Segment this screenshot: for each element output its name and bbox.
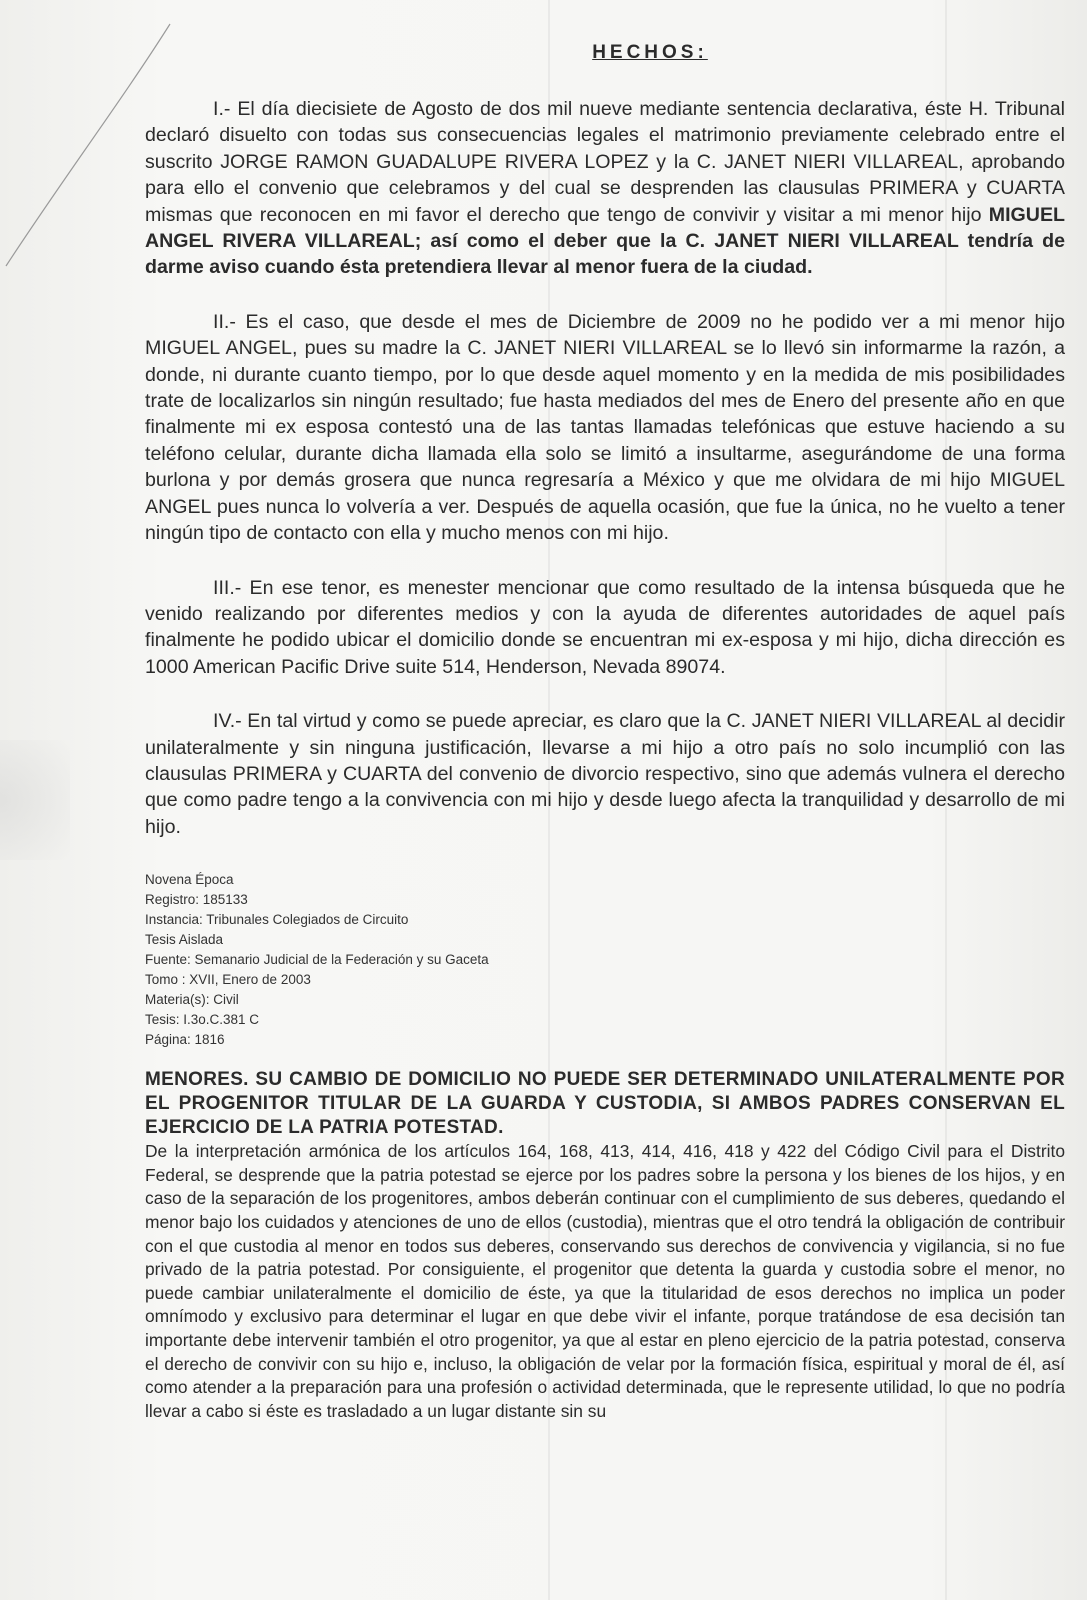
paragraph-1: I.- El día diecisiete de Agosto de dos mil nueve mediante sentencia declarativa, éste H. Tribunal declaró disuelto con todas sus consecuencias legales el matrimonio previamente celebrado entre el suscrito JORGE RAMON GUADALUPE RIVERA LOPEZ y la C. JANET NIERI VILLAREAL, aprobando para ello el convenio que celebramos y del cual se desprenden las clausulas PRIMERA y CUARTA mismas que reconocen en mi favor el derecho que tengo de convivir y visitar a mi menor hijo MIGUEL ANGEL RIVERA VILLAREAL; así como el deber que la C. JANET NIERI VILLAREAL tendría de darme aviso cuando ésta pretendiera llevar al menor fuera de la ciudad. — [145, 98, 1065, 279]
meta-line: Tomo : XVII, Enero de 2003 — [145, 972, 311, 988]
meta-line: Página: 1816 — [145, 1032, 225, 1048]
meta-line: Fuente: Semanario Judicial de la Federación y su Gaceta — [145, 952, 489, 968]
document-content — [145, 42, 1065, 1423]
meta-line: Instancia: Tribunales Colegiados de Circuito — [145, 912, 409, 928]
meta-line: Materia(s): Civil — [145, 992, 239, 1008]
bold-text: MIGUEL ANGEL RIVERA VILLAREAL; así como el deber que la C. JANET NIERI VILLAREAL tendría de darme aviso cuando ésta pretendiera llevar al menor fuera de la ciudad. — [145, 203, 1065, 279]
meta-line: Tesis Aislada — [145, 932, 224, 948]
paragraph-3: III.- En ese tenor, es menester mencionar que como resultado de la intensa búsqueda que he venido realizando por diferentes medios y con la ayuda de diferentes autoridades de aquel país finalmente he podido ubicar el domicilio donde se encuentran mi ex-esposa y mi hijo, dicha dirección es 1000 American Pacific Drive suite 514, Henderson, Nevada 89074. — [145, 576, 1065, 678]
ruling-body: De la interpretación armónica de los artículos 164, 168, 413, 414, 416, 418 y 422 del Código Civil para el Distrito Federal, se desprende que la patria potestad se ejerce por los padres sobre la persona y los bienes de los hijos, y en caso de la separación de los progenitores, ambos deberán continuar con el cumplimiento de sus deberes, quedando el menor bajo los cuidados y atenciones de uno de ellos (custodia), mientras que el otro tendrá la obligación de contribuir con el que custodia al menor en todos sus deberes, conservando sus derechos de convivencia y vigilancia, si no fue privado de la patria potestad. Por consiguiente, el progenitor que detenta la guarda y custodia sobre el menor, no puede cambiar unilateralmente el domicilio de éste, ya que la titularidad de esos derechos no implica un poder omnímodo y exclusivo para determinar el lugar en que debe vivir el infante, porque tratándose de esa decisión tan importante debe intervenir también el otro progenitor, ya que al estar en pleno ejercicio de la patria potestad, conserva el derecho de convivir con su hijo e, incluso, la obligación de velar por la formación física, espiritual y moral de él, así como atender a la preparación para una profesión o actividad determinada, que le represente utilidad, lo que no podría llevar a cabo si éste es trasladado a un lugar distante sin su — [145, 1141, 1065, 1421]
meta-line: Registro: 185133 — [145, 892, 248, 908]
meta-line: Tesis: I.3o.C.381 C — [145, 1012, 260, 1028]
ruling-title: MENORES. SU CAMBIO DE DOMICILIO NO PUEDE SER DETERMINADO UNILATERALMENTE POR EL PROGENITOR TITULAR DE LA GUARDA Y CUSTODIA, SI AMBOS PADRES CONSERVAN EL EJERCICIO DE LA PATRIA POTESTAD. — [145, 1069, 1065, 1139]
paragraph-2: II.- Es el caso, que desde el mes de Diciembre de 2009 no he podido ver a mi menor hijo MIGUEL ANGEL, pues su madre la C. JANET NIERI VILLAREAL se lo llevó sin informarme la razón, a donde, ni durante cuanto tiempo, por lo que desde aquel momento y en la medida de mis posibilidades trate de localizarlos sin ningún resultado; fue hasta mediados del mes de Enero del presente año en que finalmente mi ex esposa contestó una de las tantas llamadas telefónicas que estuve haciendo a su teléfono celular, durante dicha llamada ella solo se limitó a insultarme, asegurándome de una forma burlona y por demás grosera que nunca regresaría a México y que me olvidara de mi hijo MIGUEL ANGEL pues nunca lo volvería a ver. Después de aquella ocasión, que fue la única, no he vuelto a tener ningún tipo de contacto con ella y mucho menos con mi hijo. — [145, 310, 1065, 545]
paragraph-4: IV.- En tal virtud y como se puede apreciar, es claro que la C. JANET NIERI VILLAREAL al decidir unilateralmente y sin ninguna justificación, llevarse a mi hijo a otro país no solo incumplió con las clausulas PRIMERA y CUARTA del convenio de divorcio respectivo, sino que además vulnera el derecho que como padre tengo a la convivencia con mi hijo y desde luego afecta la tranquilidad y desarrollo de mi hijo. — [145, 710, 1065, 838]
meta-line: Novena Época — [145, 872, 234, 888]
thesis-metadata — [145, 870, 1065, 1050]
scan-smudge — [0, 740, 70, 860]
section-heading: HECHOS: — [592, 42, 708, 63]
